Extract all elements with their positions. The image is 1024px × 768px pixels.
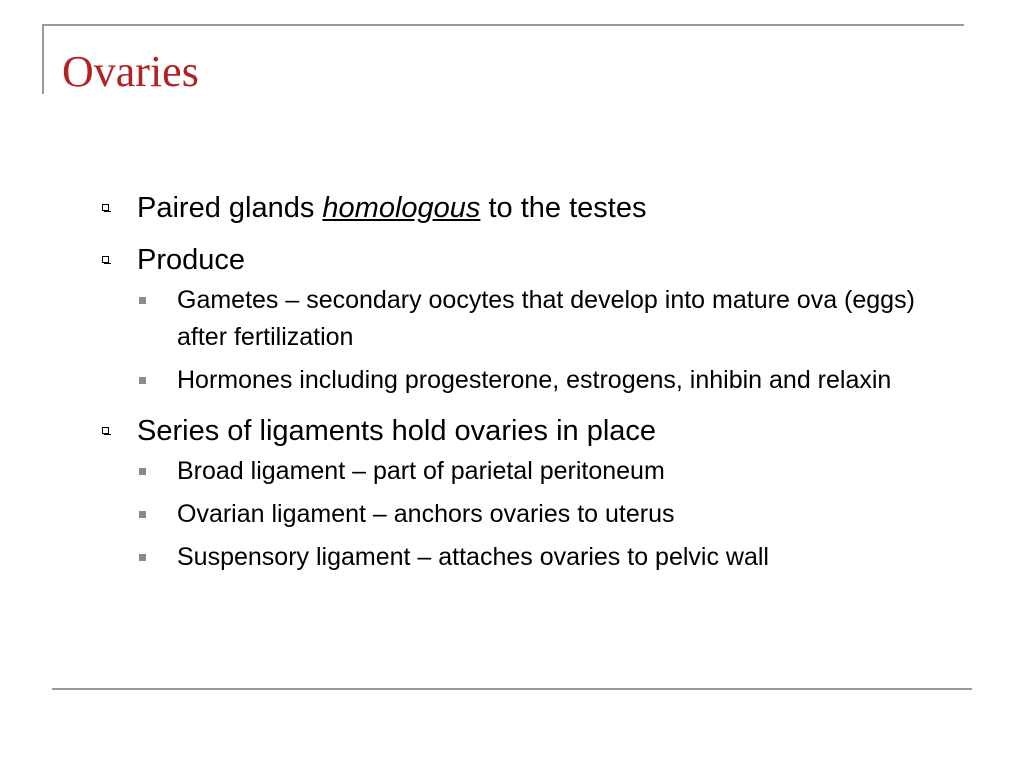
bullet-text-before: Paired glands xyxy=(137,192,323,224)
filled-square-bullet-icon xyxy=(139,554,146,561)
slide-title: Ovaries xyxy=(62,47,199,96)
left-frame-rule xyxy=(42,24,44,94)
sub-bullet-text: Gametes – secondary oocytes that develop into mature ova (eggs) after fertilization xyxy=(177,286,915,351)
emphasized-term: homologous xyxy=(322,192,481,224)
sub-bullet-list xyxy=(137,453,980,576)
hollow-square-bullet-icon xyxy=(102,256,109,263)
bullet-text: Series of ligaments hold ovaries in place xyxy=(137,415,657,447)
sub-bullet-text: Ovarian ligament – anchors ovaries to uterus xyxy=(177,500,675,528)
sub-bullet-text: Hormones including progesterone, estrogens, inhibin and relaxin xyxy=(177,366,892,394)
filled-square-bullet-icon xyxy=(139,511,146,518)
sub-bullet-item xyxy=(137,539,957,576)
sub-bullet-text: Suspensory ligament – attaches ovaries to pelvic wall xyxy=(177,543,769,571)
bullet-text: Produce xyxy=(137,244,246,276)
bullet-list xyxy=(100,188,980,576)
hollow-square-bullet-icon xyxy=(102,427,109,434)
filled-square-bullet-icon xyxy=(139,377,146,384)
hollow-square-bullet-icon xyxy=(102,204,109,211)
bullet-item xyxy=(100,188,980,228)
filled-square-bullet-icon xyxy=(139,297,146,304)
sub-bullet-item xyxy=(137,496,957,533)
top-frame-rule xyxy=(42,24,964,26)
sub-bullet-text: Broad ligament – part of parietal peritoneum xyxy=(177,457,665,485)
sub-bullet-item xyxy=(137,282,957,356)
sub-bullet-item xyxy=(137,453,957,490)
sub-bullet-list xyxy=(137,282,980,399)
filled-square-bullet-icon xyxy=(139,468,146,475)
sub-bullet-item xyxy=(137,362,957,399)
footer-rule xyxy=(52,688,972,690)
bullet-item xyxy=(100,411,980,576)
bullet-text-after: to the testes xyxy=(480,192,647,224)
bullet-item xyxy=(100,240,980,399)
